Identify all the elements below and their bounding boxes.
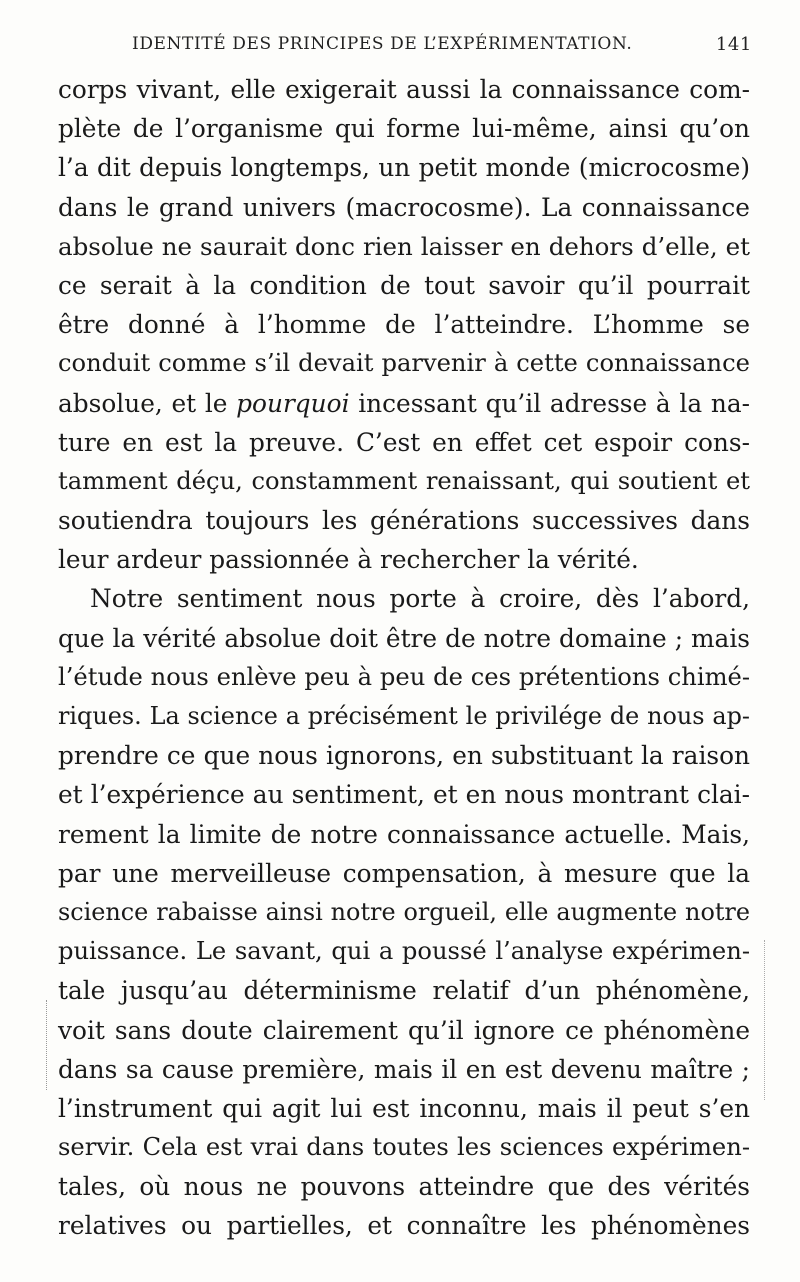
text-segment: absolue, et le xyxy=(58,388,237,418)
text-line: par une merveilleuse compensation, à mesure que la xyxy=(58,858,750,888)
text-line: servir. Cela est vrai dans toutes les sciences expérimen- xyxy=(58,1133,750,1162)
paragraph-1 xyxy=(58,70,750,579)
text-line: l’étude nous enlève peu à peu de ces prétentions chimé- xyxy=(58,662,750,691)
text-line-with-italic xyxy=(58,384,750,423)
page-number: 141 xyxy=(715,34,752,55)
text-line: tales, où nous ne pouvons atteindre que des vérités xyxy=(58,1172,750,1202)
text-line: prendre ce que nous ignorons, en substituant la raison xyxy=(58,741,750,771)
italic-word: pourquoi xyxy=(236,388,350,418)
margin-mark xyxy=(38,1000,47,1090)
text-line: voit sans doute clairement qu’il ignore ce phénomène xyxy=(58,1015,750,1045)
text-line: rement la limite de notre connaissance actuelle. Mais, xyxy=(58,819,750,849)
text-line: l’instrument qui agit lui est inconnu, mais il peut s’en xyxy=(58,1093,750,1123)
body-text xyxy=(58,70,750,1246)
text-line: ce serait à la condition de tout savoir qu’il pourrait xyxy=(58,270,750,300)
text-line: dans sa cause première, mais il en est devenu maître ; xyxy=(58,1054,750,1084)
page-header xyxy=(132,34,752,60)
text-line: science rabaisse ainsi notre orgueil, elle augmente notre xyxy=(58,897,750,926)
text-line: être donné à l’homme de l’atteindre. L’homme se xyxy=(58,310,750,340)
text-line: tale jusqu’au déterminisme relatif d’un phénomène, xyxy=(58,976,750,1006)
text-line: ture en est la preuve. C’est en effet cet espoir cons- xyxy=(58,427,750,457)
text-segment: incessant qu’il adresse à la na- xyxy=(349,388,750,418)
running-title: IDENTITÉ DES PRINCIPES DE L’EXPÉRIMENTATION. xyxy=(132,34,633,54)
text-line: Notre sentiment nous porte à croire, dès l’abord, xyxy=(90,584,750,614)
text-line: relatives ou partielles, et connaître les phénomènes xyxy=(58,1211,750,1241)
text-line: puissance. Le savant, qui a poussé l’analyse expérimen- xyxy=(58,937,750,966)
text-line: dans le grand univers (macrocosme). La connaissance xyxy=(58,192,750,222)
text-line: plète de l’organisme qui forme lui-même, ainsi qu’on xyxy=(58,114,750,144)
text-line: tamment déçu, constamment renaissant, qui soutient et xyxy=(58,466,750,495)
text-line: l’a dit depuis longtemps, un petit monde (microcosme) xyxy=(58,153,750,183)
text-line: riques. La science a précisément le privilége de nous ap- xyxy=(58,702,750,730)
text-line: et l’expérience au sentiment, et en nous montrant clai- xyxy=(58,780,750,810)
paragraph-2 xyxy=(58,579,750,1245)
text-line: corps vivant, elle exigerait aussi la connaissance com- xyxy=(58,75,750,104)
margin-mark xyxy=(764,940,771,1100)
text-line: conduit comme s’il devait parvenir à cette connaissance xyxy=(58,349,750,378)
text-line: leur ardeur passionnée à rechercher la vérité. xyxy=(58,545,639,575)
text-line: absolue ne saurait donc rien laisser en dehors d’elle, et xyxy=(58,231,750,261)
text-line: que la vérité absolue doit être de notre domaine ; mais xyxy=(58,623,750,653)
text-line: soutiendra toujours les générations successives dans xyxy=(58,506,750,536)
